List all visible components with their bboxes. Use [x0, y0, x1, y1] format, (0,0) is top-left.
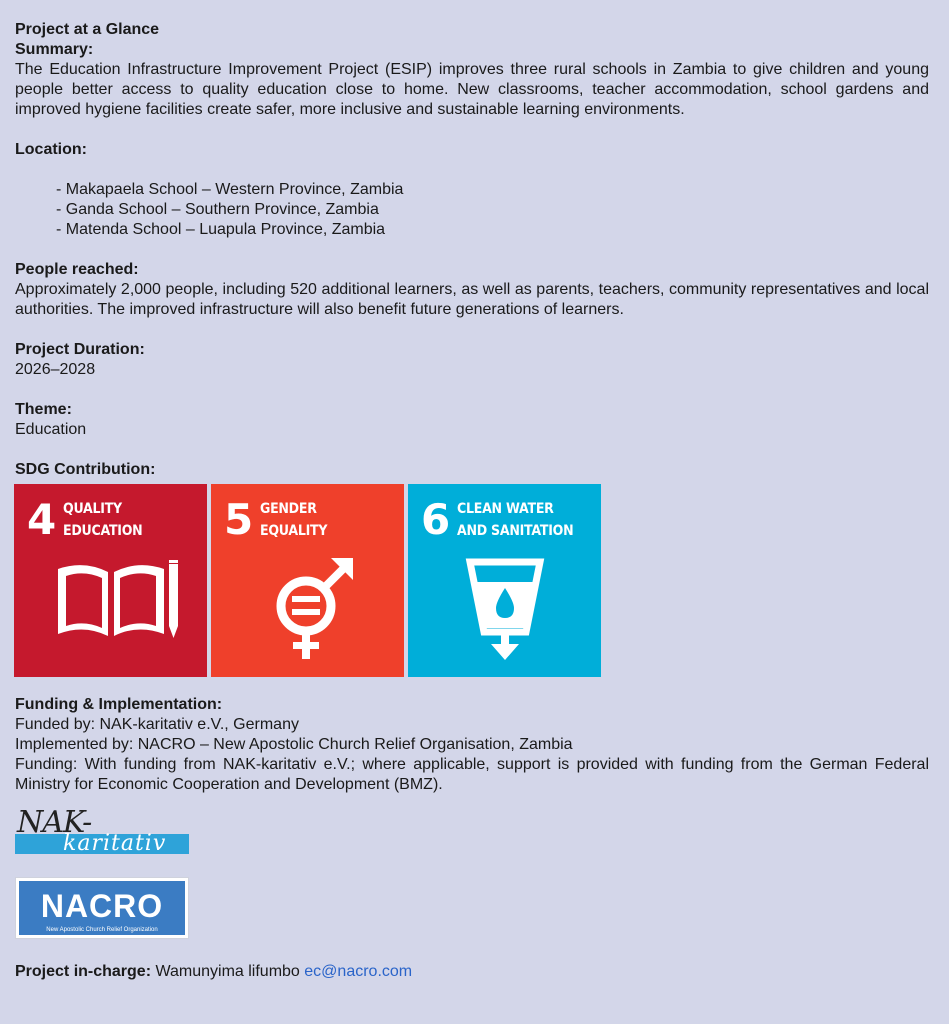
sdg-number: 4	[27, 495, 57, 544]
location-item: - Ganda School – Southern Province, Zambia	[56, 201, 379, 218]
nak-logo-text: NAK-	[17, 805, 92, 840]
location-heading: Location:	[15, 141, 87, 158]
funding-heading: Funding & Implementation:	[15, 696, 223, 713]
sdg-title: GENDER EQUALITY	[260, 501, 328, 539]
funding-text: Funding: With funding from NAK-karitativ e.V.; where applicable, support is provided with funding from the German Federal Ministry for Economic Cooperation and Development (BMZ).	[15, 756, 929, 793]
theme-text: Education	[15, 421, 87, 438]
sdg-tile-clean-water	[408, 484, 601, 677]
contact-email-link[interactable]: ec@nacro.com	[304, 963, 413, 980]
page-title: Project at a Glance	[15, 21, 160, 38]
theme-heading: Theme:	[15, 401, 72, 418]
nacro-logo-subtext: New Apostolic Church Relief Organization	[46, 927, 158, 933]
karitativ-logo-text: karitativ	[63, 831, 167, 856]
sdg-title: QUALITY EDUCATION	[63, 501, 143, 539]
location-item: - Makapaela School – Western Province, Zambia	[56, 181, 404, 198]
location-item: - Matenda School – Luapula Province, Zambia	[56, 221, 386, 238]
sdg-title: CLEAN WATER AND SANITATION	[457, 501, 574, 539]
gender-equality-icon	[211, 484, 404, 677]
contact-line	[15, 962, 929, 982]
sdg-heading: SDG Contribution:	[15, 461, 156, 478]
contact-name: Wamunyima lifumbo	[155, 963, 300, 980]
sdg-tile-quality-education	[14, 484, 207, 677]
implemented-by-text: Implemented by: NACRO – New Apostolic Church Relief Organisation, Zambia	[15, 736, 573, 753]
nacro-logo-text: NACRO	[40, 888, 164, 924]
duration-text: 2026–2028	[15, 361, 96, 378]
nacro-logo	[15, 877, 189, 939]
duration-heading: Project Duration:	[15, 341, 145, 358]
people-text: Approximately 2,000 people, including 520 additional learners, as well as parents, teachers, community representatives and local authorities. The improved infrastructure will also benefit future generations of learners.	[15, 281, 929, 318]
summary-text: The Education Infrastructure Improvement Project (ESIP) improves three rural schools in Zambia to give children and young people better access to quality education close to home. New classrooms, teacher accommodation, school gardens and improved hygiene facilities create safer, more inclusive and sustainable learning environments.	[15, 61, 929, 118]
sdg-tile-gender-equality	[211, 484, 404, 677]
water-cup-icon	[408, 484, 601, 677]
nak-karitativ-logo	[15, 807, 191, 857]
sdg-number: 6	[421, 495, 451, 544]
summary-heading: Summary:	[15, 41, 94, 58]
sdg-tiles	[14, 484, 929, 677]
funded-by-text: Funded by: NAK-karitativ e.V., Germany	[15, 716, 299, 733]
contact-label: Project in-charge:	[15, 963, 152, 980]
people-heading: People reached:	[15, 261, 139, 278]
book-pencil-icon	[14, 484, 207, 677]
sdg-number: 5	[224, 495, 254, 544]
project-document	[15, 20, 929, 982]
location-list	[15, 180, 929, 240]
